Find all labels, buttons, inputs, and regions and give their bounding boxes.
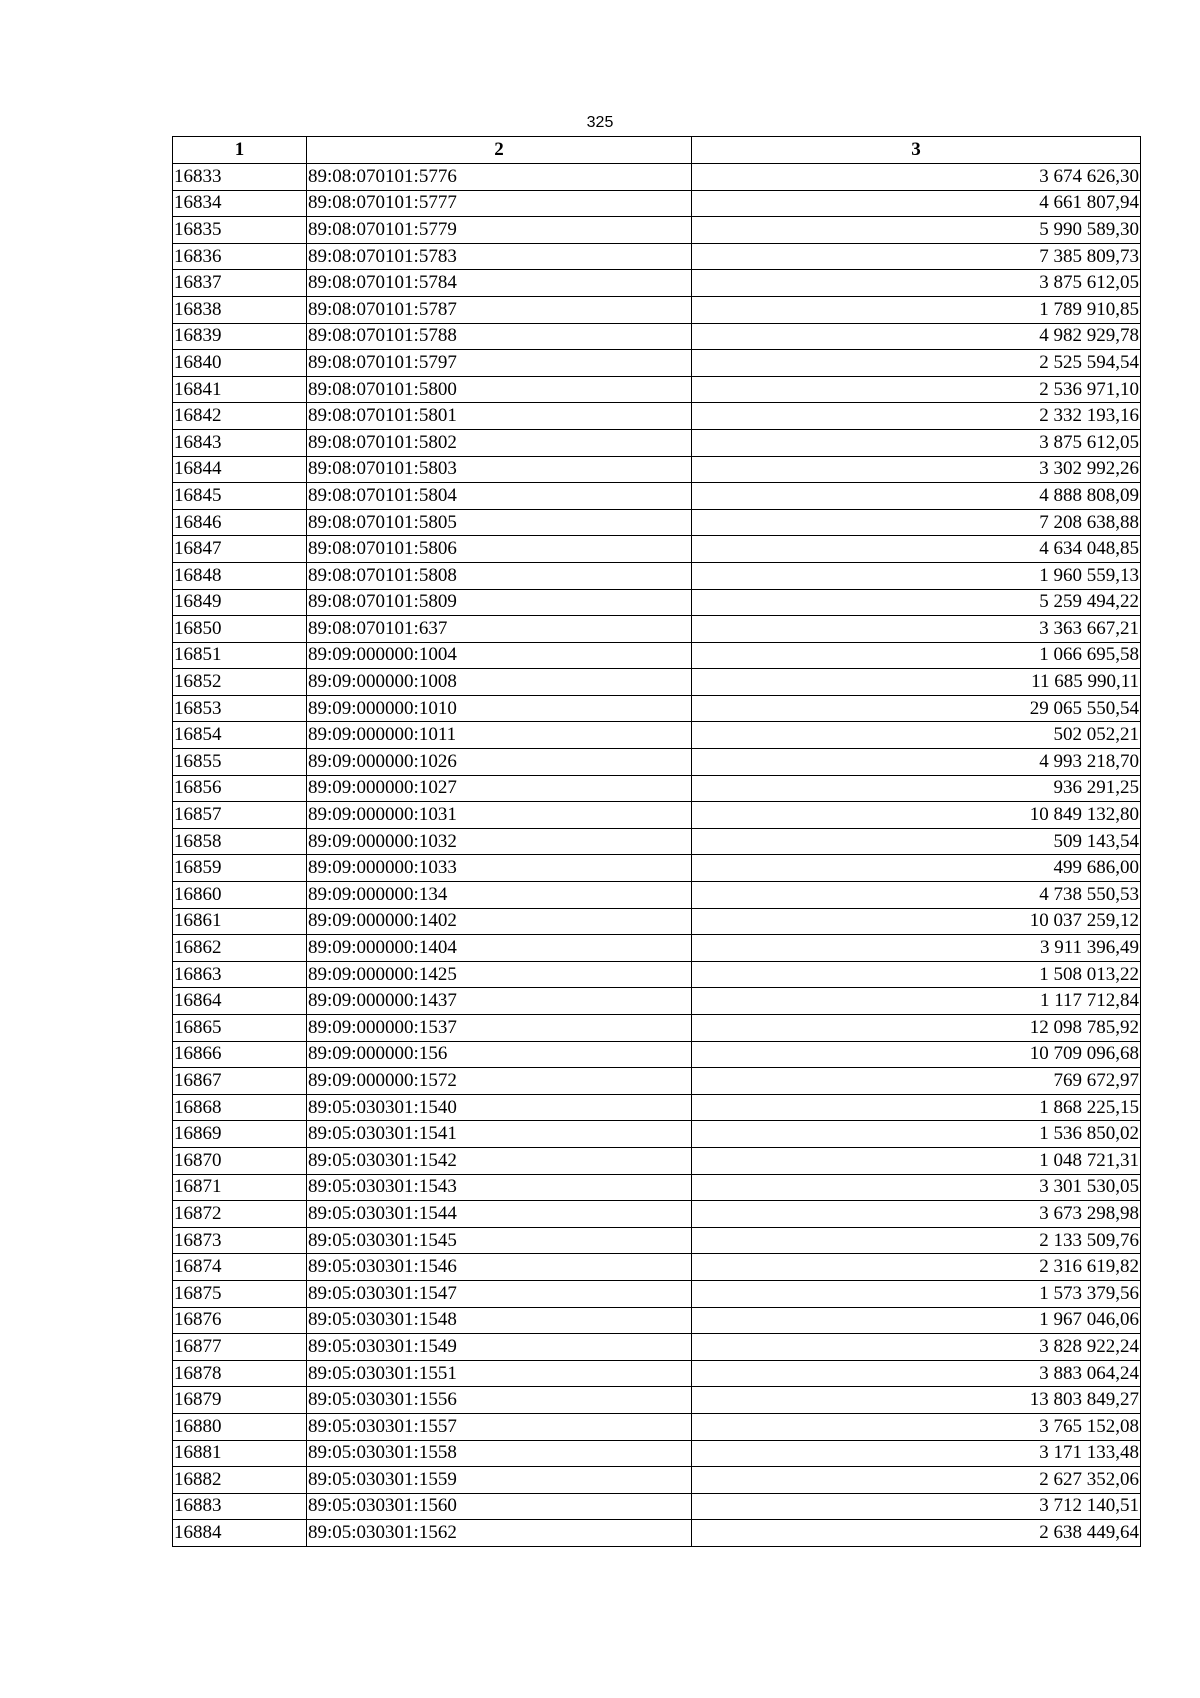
value-cell: 509 143,54 xyxy=(692,828,1141,855)
table-row xyxy=(173,775,1141,802)
table-row xyxy=(173,429,1141,456)
value-cell: 502 052,21 xyxy=(692,722,1141,749)
table-row xyxy=(173,855,1141,882)
row-number-cell: 16858 xyxy=(173,828,307,855)
table-row xyxy=(173,669,1141,696)
table-row xyxy=(173,1254,1141,1281)
cadastral-number-cell: 89:05:030301:1548 xyxy=(307,1307,692,1334)
table-row xyxy=(173,350,1141,377)
cadastral-number-cell: 89:08:070101:5800 xyxy=(307,376,692,403)
row-number-cell: 16859 xyxy=(173,855,307,882)
cadastral-number-cell: 89:08:070101:5784 xyxy=(307,270,692,297)
table-row xyxy=(173,376,1141,403)
value-cell: 3 911 396,49 xyxy=(692,935,1141,962)
value-cell: 5 990 589,30 xyxy=(692,217,1141,244)
row-number-cell: 16850 xyxy=(173,616,307,643)
value-cell: 12 098 785,92 xyxy=(692,1015,1141,1042)
cadastral-number-cell: 89:09:000000:1537 xyxy=(307,1015,692,1042)
table-row xyxy=(173,270,1141,297)
cadastral-number-cell: 89:09:000000:1004 xyxy=(307,642,692,669)
row-number-cell: 16865 xyxy=(173,1015,307,1042)
value-cell: 1 048 721,31 xyxy=(692,1147,1141,1174)
row-number-cell: 16871 xyxy=(173,1174,307,1201)
row-number-cell: 16841 xyxy=(173,376,307,403)
cadastral-number-cell: 89:09:000000:156 xyxy=(307,1041,692,1068)
cadastral-number-cell: 89:09:000000:1008 xyxy=(307,669,692,696)
row-number-cell: 16844 xyxy=(173,456,307,483)
page-number: 325 xyxy=(586,114,614,131)
row-number-cell: 16868 xyxy=(173,1094,307,1121)
row-number-cell: 16863 xyxy=(173,961,307,988)
value-cell: 3 883 064,24 xyxy=(692,1360,1141,1387)
table-row xyxy=(173,1520,1141,1547)
value-cell: 1 117 712,84 xyxy=(692,988,1141,1015)
cadastral-number-cell: 89:08:070101:5808 xyxy=(307,562,692,589)
table-row xyxy=(173,935,1141,962)
table-row xyxy=(173,882,1141,909)
table-row xyxy=(173,589,1141,616)
cadastral-number-cell: 89:09:000000:1027 xyxy=(307,775,692,802)
cadastral-number-cell: 89:08:070101:5809 xyxy=(307,589,692,616)
row-number-cell: 16862 xyxy=(173,935,307,962)
row-number-cell: 16853 xyxy=(173,695,307,722)
row-number-cell: 16856 xyxy=(173,775,307,802)
row-number-cell: 16834 xyxy=(173,190,307,217)
value-cell: 1 066 695,58 xyxy=(692,642,1141,669)
value-cell: 3 875 612,05 xyxy=(692,270,1141,297)
column-header-3: 3 xyxy=(692,137,1141,164)
cadastral-number-cell: 89:09:000000:1032 xyxy=(307,828,692,855)
cadastral-number-cell: 89:09:000000:1033 xyxy=(307,855,692,882)
value-cell: 1 868 225,15 xyxy=(692,1094,1141,1121)
table-row xyxy=(173,456,1141,483)
value-cell: 3 712 140,51 xyxy=(692,1493,1141,1520)
table-row xyxy=(173,616,1141,643)
table-row xyxy=(173,562,1141,589)
row-number-cell: 16870 xyxy=(173,1147,307,1174)
cadastral-number-cell: 89:05:030301:1560 xyxy=(307,1493,692,1520)
table-row xyxy=(173,1280,1141,1307)
table-row xyxy=(173,1413,1141,1440)
value-cell: 1 508 013,22 xyxy=(692,961,1141,988)
row-number-cell: 16852 xyxy=(173,669,307,696)
cadastral-number-cell: 89:09:000000:134 xyxy=(307,882,692,909)
value-cell: 499 686,00 xyxy=(692,855,1141,882)
table-row xyxy=(173,1094,1141,1121)
value-cell: 936 291,25 xyxy=(692,775,1141,802)
value-cell: 769 672,97 xyxy=(692,1068,1141,1095)
row-number-cell: 16883 xyxy=(173,1493,307,1520)
row-number-cell: 16879 xyxy=(173,1387,307,1414)
row-number-cell: 16833 xyxy=(173,164,307,191)
cadastral-number-cell: 89:08:070101:5787 xyxy=(307,296,692,323)
cadastral-number-cell: 89:08:070101:5803 xyxy=(307,456,692,483)
cadastral-number-cell: 89:08:070101:5804 xyxy=(307,483,692,510)
column-header-2: 2 xyxy=(307,137,692,164)
value-cell: 10 709 096,68 xyxy=(692,1041,1141,1068)
row-number-cell: 16877 xyxy=(173,1334,307,1361)
table-row xyxy=(173,190,1141,217)
row-number-cell: 16848 xyxy=(173,562,307,589)
row-number-cell: 16836 xyxy=(173,243,307,270)
table-row xyxy=(173,988,1141,1015)
row-number-cell: 16854 xyxy=(173,722,307,749)
cadastral-number-cell: 89:05:030301:1549 xyxy=(307,1334,692,1361)
value-cell: 3 674 626,30 xyxy=(692,164,1141,191)
value-cell: 5 259 494,22 xyxy=(692,589,1141,616)
row-number-cell: 16880 xyxy=(173,1413,307,1440)
value-cell: 3 171 133,48 xyxy=(692,1440,1141,1467)
cadastral-number-cell: 89:09:000000:1437 xyxy=(307,988,692,1015)
cadastral-number-cell: 89:05:030301:1556 xyxy=(307,1387,692,1414)
row-number-cell: 16842 xyxy=(173,403,307,430)
table-row xyxy=(173,722,1141,749)
table-row xyxy=(173,1201,1141,1228)
row-number-cell: 16849 xyxy=(173,589,307,616)
value-cell: 4 738 550,53 xyxy=(692,882,1141,909)
cadastral-number-cell: 89:09:000000:1402 xyxy=(307,908,692,935)
table-body xyxy=(173,164,1141,1547)
value-cell: 2 316 619,82 xyxy=(692,1254,1141,1281)
table-row xyxy=(173,1440,1141,1467)
cadastral-number-cell: 89:08:070101:5802 xyxy=(307,429,692,456)
value-cell: 1 960 559,13 xyxy=(692,562,1141,589)
cadastral-number-cell: 89:05:030301:1551 xyxy=(307,1360,692,1387)
value-cell: 3 363 667,21 xyxy=(692,616,1141,643)
value-cell: 1 967 046,06 xyxy=(692,1307,1141,1334)
row-number-cell: 16845 xyxy=(173,483,307,510)
row-number-cell: 16855 xyxy=(173,749,307,776)
cadastral-number-cell: 89:05:030301:1543 xyxy=(307,1174,692,1201)
cadastral-number-cell: 89:08:070101:5805 xyxy=(307,509,692,536)
table-row xyxy=(173,509,1141,536)
cadastral-number-cell: 89:05:030301:1547 xyxy=(307,1280,692,1307)
table-row xyxy=(173,1227,1141,1254)
table-row xyxy=(173,828,1141,855)
row-number-cell: 16838 xyxy=(173,296,307,323)
table-row xyxy=(173,1493,1141,1520)
table-row xyxy=(173,1467,1141,1494)
value-cell: 2 536 971,10 xyxy=(692,376,1141,403)
value-cell: 1 536 850,02 xyxy=(692,1121,1141,1148)
table-row xyxy=(173,1041,1141,1068)
table-row xyxy=(173,1015,1141,1042)
value-cell: 2 133 509,76 xyxy=(692,1227,1141,1254)
cadastral-number-cell: 89:05:030301:1558 xyxy=(307,1440,692,1467)
cadastral-number-cell: 89:05:030301:1542 xyxy=(307,1147,692,1174)
cadastral-number-cell: 89:09:000000:1425 xyxy=(307,961,692,988)
value-cell: 3 875 612,05 xyxy=(692,429,1141,456)
row-number-cell: 16835 xyxy=(173,217,307,244)
cadastral-number-cell: 89:05:030301:1541 xyxy=(307,1121,692,1148)
row-number-cell: 16866 xyxy=(173,1041,307,1068)
cadastral-number-cell: 89:05:030301:1559 xyxy=(307,1467,692,1494)
table-row xyxy=(173,695,1141,722)
table-row xyxy=(173,164,1141,191)
row-number-cell: 16878 xyxy=(173,1360,307,1387)
value-cell: 29 065 550,54 xyxy=(692,695,1141,722)
row-number-cell: 16874 xyxy=(173,1254,307,1281)
value-cell: 2 332 193,16 xyxy=(692,403,1141,430)
value-cell: 2 525 594,54 xyxy=(692,350,1141,377)
table-row xyxy=(173,243,1141,270)
cadastral-number-cell: 89:09:000000:1031 xyxy=(307,802,692,829)
cadastral-number-cell: 89:09:000000:1572 xyxy=(307,1068,692,1095)
table-row xyxy=(173,1334,1141,1361)
table-row xyxy=(173,1360,1141,1387)
row-number-cell: 16873 xyxy=(173,1227,307,1254)
cadastral-number-cell: 89:08:070101:5776 xyxy=(307,164,692,191)
data-table xyxy=(172,136,1141,1547)
row-number-cell: 16837 xyxy=(173,270,307,297)
value-cell: 3 302 992,26 xyxy=(692,456,1141,483)
value-cell: 2 627 352,06 xyxy=(692,1467,1141,1494)
value-cell: 7 208 638,88 xyxy=(692,509,1141,536)
cadastral-number-cell: 89:05:030301:1544 xyxy=(307,1201,692,1228)
value-cell: 2 638 449,64 xyxy=(692,1520,1141,1547)
row-number-cell: 16861 xyxy=(173,908,307,935)
value-cell: 1 789 910,85 xyxy=(692,296,1141,323)
value-cell: 3 765 152,08 xyxy=(692,1413,1141,1440)
value-cell: 4 888 808,09 xyxy=(692,483,1141,510)
value-cell: 3 301 530,05 xyxy=(692,1174,1141,1201)
cadastral-number-cell: 89:08:070101:5788 xyxy=(307,323,692,350)
cadastral-number-cell: 89:05:030301:1545 xyxy=(307,1227,692,1254)
cadastral-number-cell: 89:08:070101:5783 xyxy=(307,243,692,270)
row-number-cell: 16876 xyxy=(173,1307,307,1334)
value-cell: 3 673 298,98 xyxy=(692,1201,1141,1228)
row-number-cell: 16884 xyxy=(173,1520,307,1547)
row-number-cell: 16872 xyxy=(173,1201,307,1228)
value-cell: 1 573 379,56 xyxy=(692,1280,1141,1307)
row-number-cell: 16882 xyxy=(173,1467,307,1494)
row-number-cell: 16875 xyxy=(173,1280,307,1307)
value-cell: 3 828 922,24 xyxy=(692,1334,1141,1361)
table-row xyxy=(173,1307,1141,1334)
table-row xyxy=(173,296,1141,323)
cadastral-number-cell: 89:09:000000:1404 xyxy=(307,935,692,962)
cadastral-number-cell: 89:09:000000:1026 xyxy=(307,749,692,776)
row-number-cell: 16843 xyxy=(173,429,307,456)
cadastral-number-cell: 89:08:070101:5779 xyxy=(307,217,692,244)
value-cell: 13 803 849,27 xyxy=(692,1387,1141,1414)
row-number-cell: 16839 xyxy=(173,323,307,350)
row-number-cell: 16867 xyxy=(173,1068,307,1095)
value-cell: 4 993 218,70 xyxy=(692,749,1141,776)
cadastral-number-cell: 89:05:030301:1540 xyxy=(307,1094,692,1121)
table-row xyxy=(173,1387,1141,1414)
cadastral-number-cell: 89:05:030301:1557 xyxy=(307,1413,692,1440)
table-row xyxy=(173,642,1141,669)
value-cell: 4 661 807,94 xyxy=(692,190,1141,217)
value-cell: 7 385 809,73 xyxy=(692,243,1141,270)
table-row xyxy=(173,1147,1141,1174)
cadastral-number-cell: 89:08:070101:637 xyxy=(307,616,692,643)
value-cell: 4 634 048,85 xyxy=(692,536,1141,563)
cadastral-number-cell: 89:09:000000:1011 xyxy=(307,722,692,749)
table-row xyxy=(173,749,1141,776)
table-row xyxy=(173,1174,1141,1201)
cadastral-number-cell: 89:09:000000:1010 xyxy=(307,695,692,722)
table-row xyxy=(173,908,1141,935)
value-cell: 11 685 990,11 xyxy=(692,669,1141,696)
table-row xyxy=(173,1121,1141,1148)
row-number-cell: 16869 xyxy=(173,1121,307,1148)
table-row xyxy=(173,802,1141,829)
row-number-cell: 16864 xyxy=(173,988,307,1015)
column-header-1: 1 xyxy=(173,137,307,164)
row-number-cell: 16881 xyxy=(173,1440,307,1467)
cadastral-number-cell: 89:05:030301:1546 xyxy=(307,1254,692,1281)
cadastral-number-cell: 89:08:070101:5801 xyxy=(307,403,692,430)
table-row xyxy=(173,323,1141,350)
cadastral-number-cell: 89:08:070101:5806 xyxy=(307,536,692,563)
value-cell: 4 982 929,78 xyxy=(692,323,1141,350)
cadastral-number-cell: 89:08:070101:5797 xyxy=(307,350,692,377)
table-header-row xyxy=(173,137,1141,164)
table-row xyxy=(173,403,1141,430)
cadastral-number-cell: 89:05:030301:1562 xyxy=(307,1520,692,1547)
row-number-cell: 16851 xyxy=(173,642,307,669)
cadastral-number-cell: 89:08:070101:5777 xyxy=(307,190,692,217)
row-number-cell: 16847 xyxy=(173,536,307,563)
row-number-cell: 16857 xyxy=(173,802,307,829)
table-row xyxy=(173,961,1141,988)
table-row xyxy=(173,536,1141,563)
table-row xyxy=(173,483,1141,510)
row-number-cell: 16846 xyxy=(173,509,307,536)
value-cell: 10 037 259,12 xyxy=(692,908,1141,935)
row-number-cell: 16860 xyxy=(173,882,307,909)
row-number-cell: 16840 xyxy=(173,350,307,377)
table-row xyxy=(173,1068,1141,1095)
table-row xyxy=(173,217,1141,244)
value-cell: 10 849 132,80 xyxy=(692,802,1141,829)
